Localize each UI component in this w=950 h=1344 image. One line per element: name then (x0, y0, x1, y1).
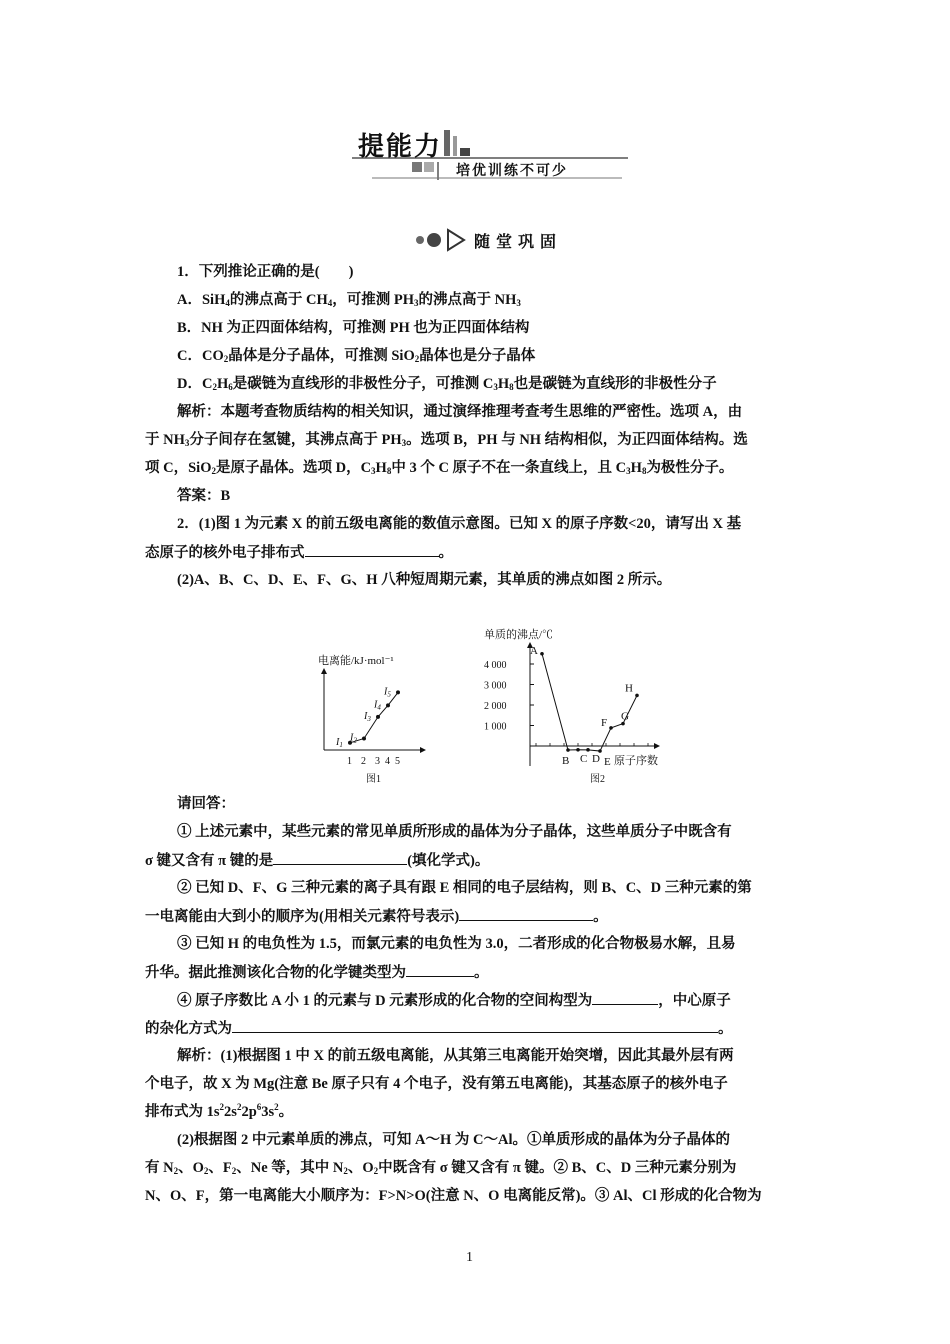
answer-blank[interactable] (232, 1018, 718, 1033)
fig2-ytick-label: 4 000 (484, 660, 507, 671)
fig2-xlabel: 原子序数 (614, 755, 658, 767)
q2-sub3-line2: 升华。据此推测该化合物的化学键类型为 。 (145, 962, 813, 983)
fig1-tick-label: 4 (385, 756, 390, 767)
answer-blank[interactable] (305, 542, 439, 557)
q2-explanation-6: N、O、F，第一电离能大小顺序为：F>N>O(注意 N、O 电离能反常)。③ Al、Cl 形成的化合物为 (145, 1188, 762, 1204)
fig2-point (540, 652, 544, 656)
q1-option-d: D．$C_2H_6$是碳链为直线形的非极性分子，可推测 $C_3H_8$也是碳链为直线形的非极性分子 (177, 376, 717, 392)
fig1-point-label: $I_3$ (364, 710, 371, 723)
fig2-point-label: G (621, 710, 629, 723)
answer-blank[interactable] (273, 850, 407, 865)
q2-sub4-line2: 的杂化方式为 。 (145, 1018, 813, 1039)
figure-2 (484, 627, 660, 785)
banner-subtitle: 培优训练不可少 (456, 163, 568, 179)
q2-sub1-line1: ① 上述元素中，某些元素的常见单质所形成的晶体为分子晶体，这些单质分子中既含有 (177, 824, 732, 840)
q1-option-b: B．NH 为正四面体结构，可推测 PH 也为正四面体结构 (177, 320, 530, 336)
q1-explanation-1: 解析：本题考查物质结构的相关知识，通过演绎推理考查考生思维的严密性。选项 A，由 (177, 404, 743, 420)
q2-part1-line2: 态原子的核外电子排布式 。 (145, 542, 813, 563)
fig1-point (376, 715, 380, 719)
fig1-point (386, 703, 390, 707)
answer-blank[interactable] (459, 906, 593, 921)
ionization-and-boiling-charts (312, 618, 682, 788)
arrow-bullet-icon (412, 226, 472, 254)
subheading (412, 226, 612, 256)
answer-blank[interactable] (406, 962, 474, 977)
fig2-ytick-label: 1 000 (484, 721, 507, 733)
fig1-point-label: $I_2$ (350, 732, 357, 745)
fig2-point-label: C (580, 752, 588, 765)
fig1-ylabel: 电离能/kJ·mol⁻¹ (318, 655, 394, 667)
fig1-caption: 图1 (366, 774, 381, 785)
fig1-point-label: $I_5$ (384, 686, 391, 699)
fig1-point (362, 736, 366, 740)
q2-explanation-1: 解析：(1)根据图 1 中 X 的前五级电离能，从其第三电离能开始突增，因此其最外层有两 (177, 1048, 734, 1064)
fig1-point-label: $I_1$ (336, 736, 343, 749)
subheading-text: 随堂巩固 (474, 232, 563, 251)
q2-part2: (2)A、B、C、D、E、F、G、H 八种短周期元素，其单质的沸点如图 2 所示。 (177, 572, 672, 588)
fig2-point (566, 748, 570, 752)
fig1-point-label: $I_4$ (374, 699, 381, 712)
fig2-caption: 图2 (590, 774, 605, 785)
fig2-ytick-label: 2 000 (484, 701, 507, 712)
fig2-point-label: D (592, 752, 600, 765)
fig1-tick-label: 3 (375, 756, 380, 767)
q2-sub2-line2: 一电离能由大到小的顺序为(用相关元素符号表示) 。 (145, 906, 813, 927)
fig2-point-label: B (562, 755, 570, 768)
q2-explanation-3: 排布式为 $1s^22s^22p^63s^2$。 (145, 1102, 294, 1120)
fig2-point-label: H (625, 682, 633, 695)
fig1-tick-label: 2 (361, 756, 366, 767)
q2-sub3-line1: ③ 已知 H 的电负性为 1.5，而氯元素的电负性为 3.0，二者形成的化合物极易水解，且易 (177, 936, 736, 952)
q2-ask: 请回答： (177, 796, 235, 812)
q2-explanation-4: (2)根据图 2 中元素单质的沸点，可知 A～H 为 C～Al。①单质形成的晶体为分子晶体的 (177, 1132, 731, 1148)
q1-explanation-3: 项 C，SiO$_2$是原子晶体。选项 D，$C_3H_8$中 3 个 C 原子不在一条直线上，且 $C_3H_8$为极性分子。 (145, 460, 734, 476)
q2-sub2-line1: ② 已知 D、F、G 三种元素的离子具有跟 E 相同的电子层结构，则 B、C、D 三种元素的第 (177, 880, 752, 896)
q1-stem: 1．下列推论正确的是( ) (177, 264, 354, 280)
fig2-point (598, 749, 602, 753)
fig2-point (635, 694, 639, 698)
fig2-point-label: E (604, 756, 611, 769)
banner-title: 提能力 (358, 132, 443, 162)
section-banner (352, 122, 632, 186)
fig1-tick-label: 1 (347, 756, 352, 767)
q2-part1-line1: 2．(1)图 1 为元素 X 的前五级电离能的数值示意图。已知 X 的原子序数<20，请写出 X 基 (177, 516, 742, 532)
fig1-point (396, 690, 400, 694)
fig2-point-label: A (530, 644, 538, 657)
fig2-point (586, 748, 590, 752)
q1-answer: 答案：B (177, 488, 231, 504)
fig2-ytick-label: 3 000 (484, 680, 507, 692)
fig2-point (576, 748, 580, 752)
fig2-point-label: F (601, 716, 608, 729)
q1-explanation-2: 于 $NH_3$分子间存在氢键，其沸点高于 $PH_3$。选项 B，PH 与 NH 结构相似，为正四面体结构。选 (145, 432, 748, 448)
q2-sub4-line1: ④ 原子序数比 A 小 1 的元素与 D 元素形成的化合物的空间构型为 ，中心原子 (145, 990, 845, 1011)
q2-sub1-line2: σ 键又含有 π 键的是 (填化学式)。 (145, 850, 813, 871)
q2-explanation-5: 有 $N_2$、$O_2$、$F_2$、Ne 等，其中 $N_2$、$O_2$中既含有 σ 键又含有 π 键。② B、C、D 三种元素分别为 (145, 1160, 737, 1176)
answer-blank[interactable] (592, 990, 658, 1005)
page-number: 1 (466, 1250, 473, 1265)
q1-option-a: A．SiH$_4$的沸点高于 $CH_4$，可推测 $PH_3$的沸点高于 $NH_3$ (177, 292, 521, 308)
q2-explanation-2: 个电子，故 X 为 Mg(注意 Be 原子只有 4 个电子，没有第五电离能)，其基态原子的核外电子 (145, 1076, 728, 1092)
q1-option-c: C．$CO_2$晶体是分子晶体，可推测 SiO$_2$晶体也是分子晶体 (177, 348, 536, 364)
figure-1 (318, 653, 426, 785)
fig2-point (609, 726, 613, 730)
fig2-series-line (542, 654, 637, 751)
fig2-ylabel: 单质的沸点/℃ (484, 629, 554, 641)
fig1-tick-label: 5 (395, 756, 400, 767)
figures (312, 618, 682, 788)
